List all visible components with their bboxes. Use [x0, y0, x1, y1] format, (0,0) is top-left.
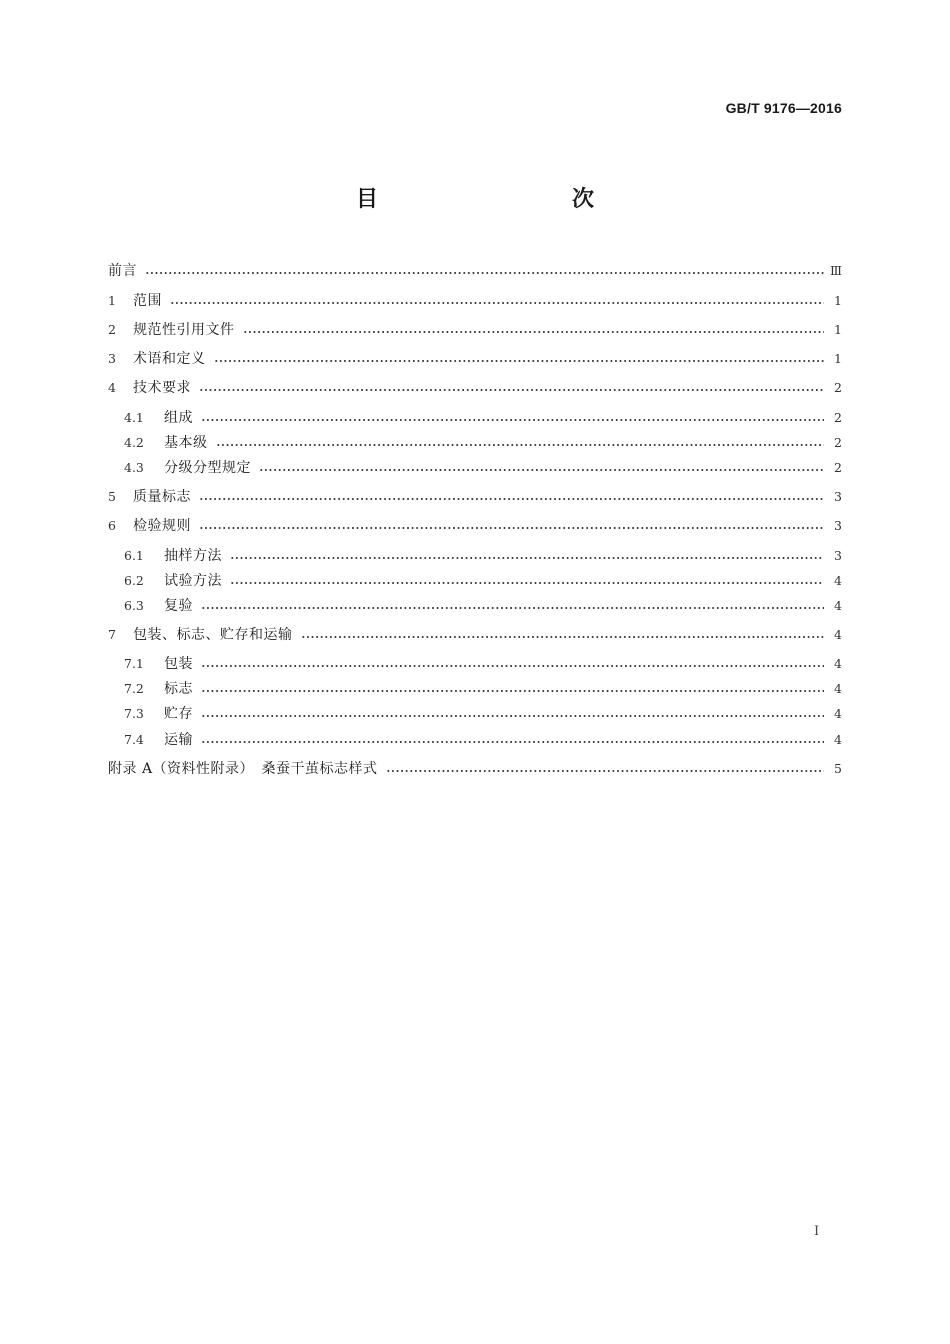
toc-entry-label: 标志: [164, 681, 193, 697]
toc-entry-page: 4: [834, 627, 842, 642]
standard-code: GB/T 9176—2016: [725, 100, 842, 116]
toc-entry-page: 3: [834, 548, 842, 563]
toc-entry-label: 贮存: [164, 706, 193, 722]
toc-entry-6[interactable]: [108, 516, 842, 536]
toc-entry-page: 5: [834, 761, 842, 776]
toc-entry-number: 7.2: [124, 681, 144, 696]
toc-entry-number: 7: [108, 627, 116, 642]
toc-entry-page: 1: [834, 322, 842, 337]
toc-entry-label: 包装: [164, 656, 193, 672]
page-title: 目 次: [355, 187, 644, 212]
toc-entry-label: 运输: [164, 732, 193, 748]
dot-leader: [201, 690, 824, 692]
toc-entry-label: 试验方法: [164, 573, 222, 589]
toc-entry-6-3[interactable]: [124, 596, 842, 616]
dot-leader: [301, 636, 825, 638]
toc-entry-label: 质量标志: [133, 489, 191, 505]
toc-entry-number: 6.2: [124, 573, 144, 588]
toc-entry-number: 2: [108, 322, 116, 337]
dot-leader: [230, 582, 824, 584]
toc-entry-page: 4: [834, 598, 842, 613]
toc-entry-label: 检验规则: [133, 518, 191, 534]
page-number: I: [814, 1224, 820, 1239]
toc-entry-4-3[interactable]: [124, 458, 842, 478]
dot-leader: [199, 527, 824, 529]
toc-entry-3[interactable]: [108, 349, 842, 369]
toc-entry-number: 1: [108, 293, 116, 308]
dot-leader: [230, 557, 824, 559]
toc-entry-number: 7.3: [124, 706, 144, 721]
toc-entry-number: 6.1: [124, 548, 144, 563]
toc-entry-page: 4: [834, 706, 842, 721]
toc-entry-number: 4.1: [124, 410, 144, 425]
toc-entry-page: 2: [834, 460, 842, 475]
toc-entry-label: 前言: [108, 263, 137, 279]
toc-entry-number: 4.2: [124, 435, 144, 450]
toc-entry-label: 分级分型规定: [164, 460, 251, 476]
toc-entry-6-2[interactable]: [124, 571, 842, 591]
toc-entry-7-1[interactable]: [124, 654, 842, 674]
toc-entry-label: 规范性引用文件: [133, 322, 235, 338]
toc-entry-page: 2: [834, 380, 842, 395]
toc-entry-number: 4: [108, 380, 116, 395]
toc-entry-label: 范围: [133, 293, 162, 309]
dot-leader: [386, 770, 824, 772]
toc-entry-label: 术语和定义: [133, 351, 206, 367]
toc-entry-number: 7.1: [124, 656, 144, 671]
dot-leader: [170, 302, 824, 304]
dot-leader: [201, 715, 824, 717]
toc-entry-label: 包装、标志、贮存和运输: [133, 627, 293, 643]
toc-entry-number: 7.4: [124, 732, 144, 747]
toc-entry-number: 5: [108, 489, 116, 504]
toc-entry-label: 技术要求: [133, 380, 191, 396]
toc-entry-page: 2: [834, 410, 842, 425]
toc-entry-number: 6: [108, 518, 116, 533]
toc-entry-page: 1: [834, 351, 842, 366]
dot-leader: [201, 419, 824, 421]
dot-leader: [199, 498, 824, 500]
toc-entry-page: 4: [834, 732, 842, 747]
toc-entry-4-2[interactable]: [124, 433, 842, 453]
toc-entry-page: 3: [834, 489, 842, 504]
toc-entry-7-2[interactable]: [124, 679, 842, 699]
toc-entry-number: 3: [108, 351, 116, 366]
toc-entry-label: 基本级: [164, 435, 208, 451]
dot-leader: [201, 741, 824, 743]
toc-entry-4[interactable]: [108, 378, 842, 398]
toc-entry-2[interactable]: [108, 320, 842, 340]
toc-entry-page: 4: [834, 656, 842, 671]
toc-entry-label: 复验: [164, 598, 193, 614]
toc-entry-number: 4.3: [124, 460, 144, 475]
toc-entry-label: 附录 A（资料性附录） 桑蚕干茧标志样式: [108, 761, 378, 777]
dot-leader: [201, 665, 824, 667]
toc-entry-page: Ⅲ: [829, 263, 842, 278]
toc-entry-5[interactable]: [108, 487, 842, 507]
dot-leader: [201, 607, 824, 609]
toc-entry-1[interactable]: [108, 291, 842, 311]
dot-leader: [214, 360, 825, 362]
toc-entry-label: 抽样方法: [164, 548, 222, 564]
toc-entry-7-3[interactable]: [124, 704, 842, 724]
toc-entry-7[interactable]: [108, 625, 842, 645]
toc-entry-page: 3: [834, 518, 842, 533]
dot-leader: [259, 469, 824, 471]
dot-leader: [216, 444, 825, 446]
dot-leader: [199, 389, 824, 391]
dot-leader: [243, 331, 825, 333]
toc-entry-7-4[interactable]: [124, 730, 842, 750]
toc-entry-page: 1: [834, 293, 842, 308]
toc-entry-number: 6.3: [124, 598, 144, 613]
toc-entry-foreword[interactable]: [108, 261, 842, 281]
toc-entry-page: 4: [834, 573, 842, 588]
toc-entry-6-1[interactable]: [124, 546, 842, 566]
toc-entry-4-1[interactable]: [124, 408, 842, 428]
dot-leader: [145, 272, 824, 274]
toc-entry-page: 2: [834, 435, 842, 450]
toc-entry-appendix-a[interactable]: [108, 759, 842, 779]
toc-entry-label: 组成: [164, 410, 193, 426]
toc-entry-page: 4: [834, 681, 842, 696]
